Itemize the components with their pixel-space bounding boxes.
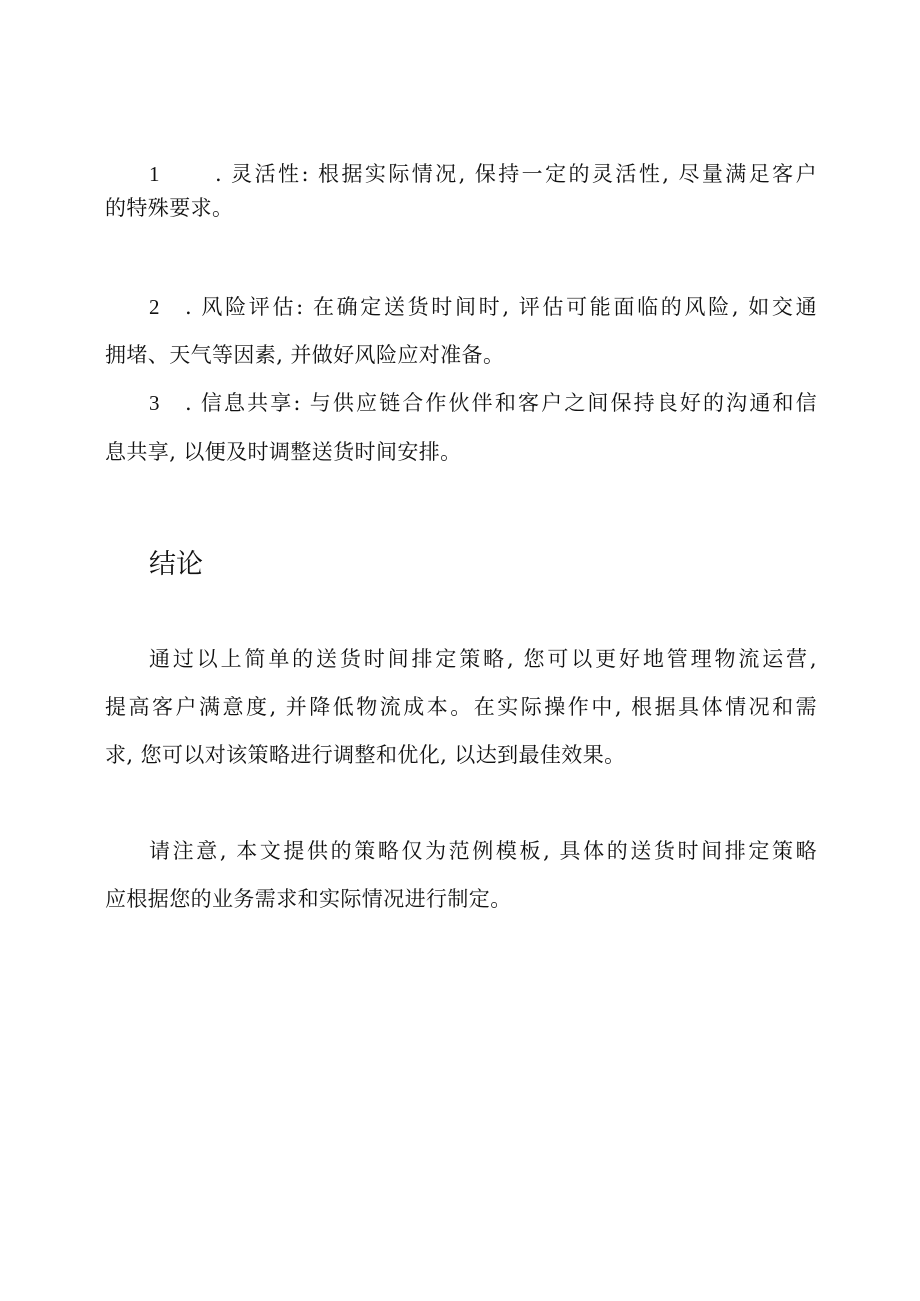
list-item-3-line-2: 息共享, 以便及时调整送货时间安排。 — [105, 440, 462, 464]
list-item-1-line-1 — [149, 157, 817, 191]
list-item-3-line-1 — [149, 386, 817, 420]
list-item-1-text: . 灵活性: 根据实际情况, 保持一定的灵活性, 尽量满足客户 — [215, 162, 817, 186]
list-item-2-text: . 风险评估: 在确定送货时间时, 评估可能面临的风险, 如交通 — [185, 295, 817, 319]
section-heading: 结论 — [149, 549, 203, 580]
list-item-3-number: 3 — [149, 391, 160, 415]
paragraph-2-line-1: 请注意, 本文提供的策略仅为范例模板, 具体的送货时间排定策略 — [149, 839, 817, 863]
paragraph-1-line-3: 求, 您可以对该策略进行调整和优化, 以达到最佳效果。 — [105, 743, 626, 767]
paragraph-2-line-2: 应根据您的业务需求和实际情况进行制定。 — [105, 887, 512, 911]
list-item-2-line-2: 拥堵、天气等因素, 并做好风险应对准备。 — [105, 343, 505, 367]
list-item-2-number: 2 — [149, 295, 160, 319]
paragraph-1-line-2: 提高客户满意度, 并降低物流成本。在实际操作中, 根据具体情况和需 — [105, 695, 817, 719]
list-item-2-line-1 — [149, 290, 817, 324]
list-item-1-number: 1 — [149, 162, 160, 186]
paragraph-1-line-1: 通过以上简单的送货时间排定策略, 您可以更好地管理物流运营, — [149, 647, 817, 671]
list-item-3-text: . 信息共享: 与供应链合作伙伴和客户之间保持良好的沟通和信 — [185, 391, 817, 415]
list-item-1-line-2: 的特殊要求。 — [105, 196, 234, 220]
